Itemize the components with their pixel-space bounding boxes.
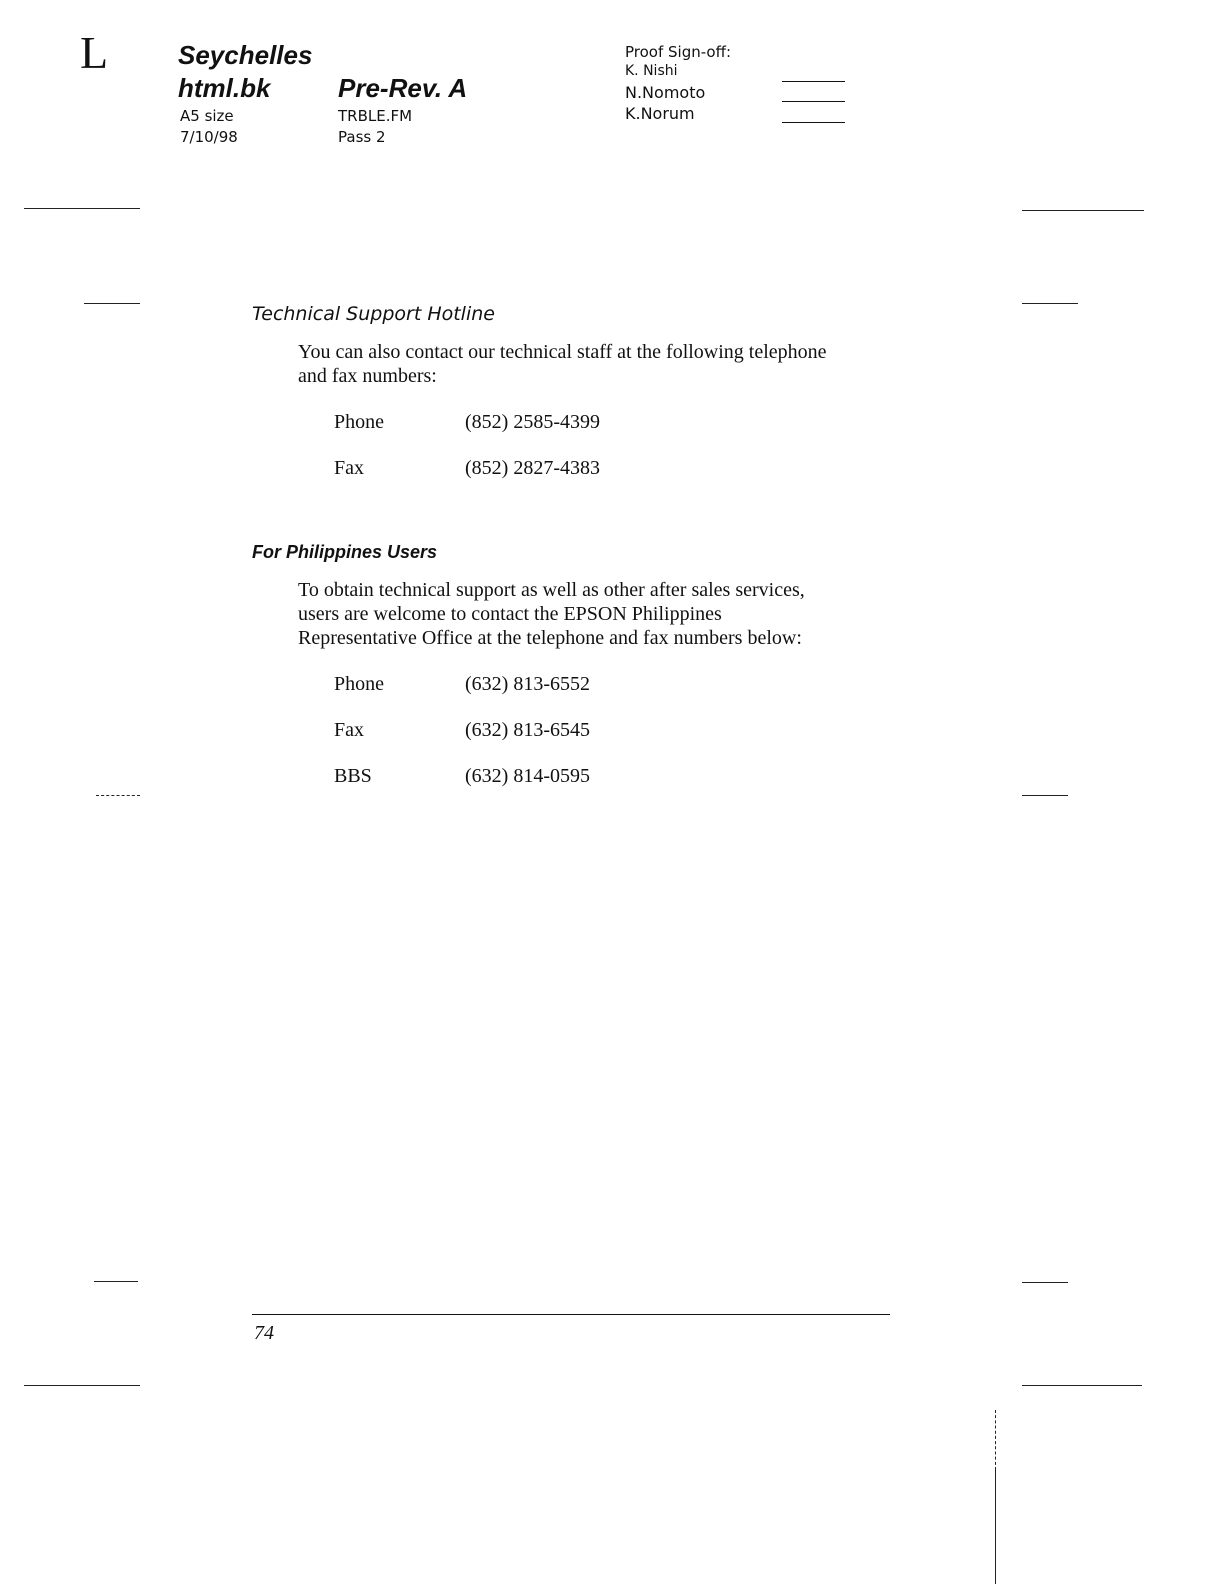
philippines-paragraph: [298, 578, 938, 650]
binding-mark-dashed: [995, 1410, 996, 1470]
project-name: Seychelles: [178, 40, 313, 70]
section-title-philippines: For Philippines Users: [252, 542, 438, 562]
signoff-title: Proof Sign-off:: [625, 43, 731, 61]
crop-mark-right-5: [1022, 1385, 1142, 1386]
crop-mark-left-3: [96, 795, 140, 796]
crop-mark-right-4: [1022, 1282, 1068, 1283]
signoff-name-1: K. Nishi: [625, 63, 678, 79]
crop-mark-right-2: [1022, 303, 1078, 304]
corner-mark: L: [80, 27, 109, 78]
philippines-phone-label: Phone: [334, 673, 384, 695]
philippines-paragraph-line-3: Representative Office at the telephone and fax numbers below:: [298, 627, 802, 649]
philippines-paragraph-line-2: users are welcome to contact the EPSON Philippines: [298, 603, 722, 625]
hotline-phone-value: (852) 2585-4399: [465, 411, 600, 433]
pass-number: Pass 2: [338, 128, 386, 146]
crop-mark-left-2: [84, 303, 140, 304]
crop-mark-left-4: [94, 1281, 138, 1282]
philippines-fax-label: Fax: [334, 719, 364, 741]
crop-mark-right-3: [1022, 795, 1068, 796]
philippines-phone-value: (632) 813-6552: [465, 673, 590, 695]
philippines-bbs-label: BBS: [334, 765, 372, 787]
signoff-line-3: [782, 122, 845, 123]
crop-mark-right-1: [1022, 210, 1144, 211]
philippines-paragraph-line-1: To obtain technical support as well as other after sales services,: [298, 579, 805, 601]
footer-rule: [252, 1314, 890, 1315]
hotline-fax-value: (852) 2827-4383: [465, 457, 600, 479]
signoff-name-3: K.Norum: [625, 104, 695, 123]
book-name: html.bk: [178, 73, 271, 103]
section-title-hotline: Technical Support Hotline: [252, 303, 495, 325]
revision: Pre-Rev. A: [338, 73, 468, 103]
philippines-bbs-value: (632) 814-0595: [465, 765, 590, 787]
crop-mark-left-1: [24, 208, 140, 209]
doc-date: 7/10/98: [180, 128, 238, 146]
signoff-line-1: [782, 81, 845, 82]
file-name: TRBLE.FM: [338, 107, 413, 125]
signoff-name-2: N.Nomoto: [625, 83, 706, 102]
philippines-fax-value: (632) 813-6545: [465, 719, 590, 741]
crop-mark-left-5: [24, 1385, 140, 1386]
binding-mark: [995, 1470, 996, 1584]
hotline-paragraph: [298, 340, 938, 388]
signoff-line-2: [782, 101, 845, 102]
page-size: A5 size: [180, 107, 234, 125]
hotline-paragraph-line-2: and fax numbers:: [298, 365, 437, 387]
hotline-fax-label: Fax: [334, 457, 364, 479]
page-number: 74: [254, 1322, 274, 1344]
hotline-paragraph-line-1: You can also contact our technical staff at the following telephone: [298, 341, 827, 363]
hotline-phone-label: Phone: [334, 411, 384, 433]
